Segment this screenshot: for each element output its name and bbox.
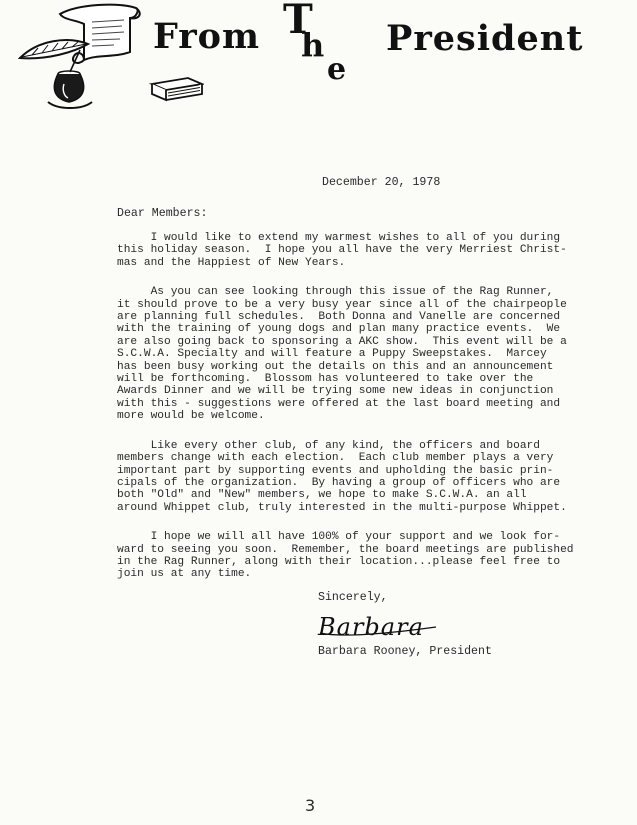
masthead-title-e: e <box>327 52 348 87</box>
letter-date: December 20, 1978 <box>322 176 441 189</box>
page-number: 3 <box>305 796 316 815</box>
masthead <box>18 0 618 115</box>
book-icon <box>148 74 204 102</box>
salutation: Dear Members: <box>117 207 208 220</box>
paragraph-officers: Like every other club, of any kind, the officers and board members change with each election. Each club member plays a very important part by supporting events and upholding the basic prin- cipals of the organization. By having a group of officers who are both "Old" and "New" members, we hope to make S.C.W.A. an all around Whippet club, truly interested in the multi-purpose Whippet. <box>117 439 567 514</box>
handwritten-signature <box>318 613 448 639</box>
paragraph-busy-year: As you can see looking through this issue of the Rag Runner, it should prove to be a very busy year since all of the chairpeople are planning full schedules. Both Donna and Vanelle are concerned with the training of young dogs and plan many practice events. We are also going back to sponsoring a AKC show. This event will be a S.C.W.A. Specialty and will feature a Puppy Sweepstakes. Marcey has been busy working out the details on this and an announcement will be forthcoming. Blossom has volunteered to take over the Awards Dinner and we will be trying some new ideas in conjunction with this - suggestions were offered at the last board meeting and more would be welcome. <box>117 286 567 423</box>
closing: Sincerely, <box>318 591 388 604</box>
masthead-title-from: From <box>153 16 261 57</box>
signer-name: Barbara Rooney, President <box>318 645 492 658</box>
paragraph-support: I hope we will all have 100% of your support and we look for- ward to seeing you soon. Remember, the board meetings are published in the Rag Runner, along with their location...please feel free to join us at any time. <box>117 531 574 581</box>
signature-text: Barbara <box>318 613 424 641</box>
quill-scroll-inkwell-icon <box>18 0 153 115</box>
masthead-title-president: President <box>386 18 584 59</box>
paragraph-holiday-wishes: I would like to extend my warmest wishes to all of you during this holiday season. I hope you all have the very Merriest Christ- mas and the Happiest of New Years. <box>117 232 567 269</box>
masthead-title-t: T <box>283 0 314 43</box>
letter-body <box>117 232 574 598</box>
masthead-title-h: h <box>301 26 326 64</box>
